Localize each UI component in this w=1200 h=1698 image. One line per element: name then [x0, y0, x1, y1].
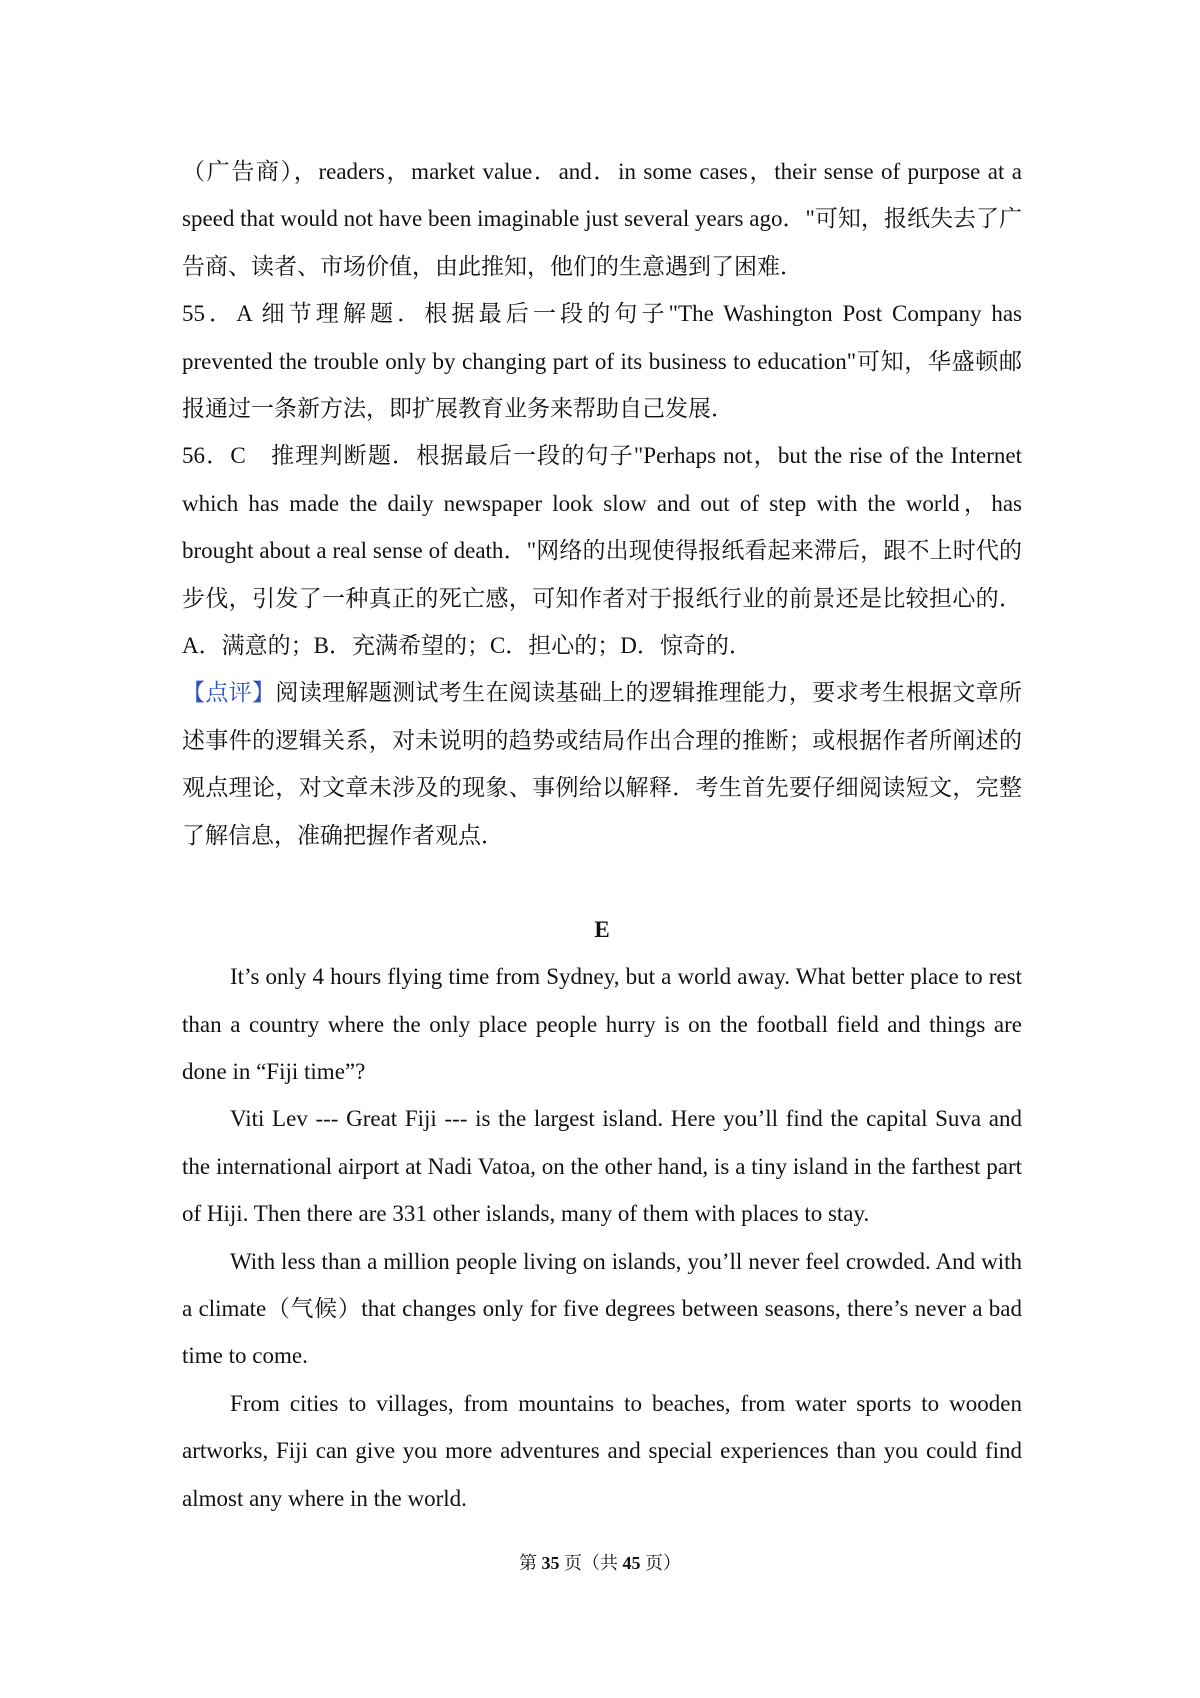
answer-55: 55．A 细节理解题．根据最后一段的句子"The Washington Post Company has prevented the trouble only by changing part of its business to education"可知，华盛顿邮报通过一条新方法，即扩展教育业务来帮助自己发展． [182, 301, 1022, 422]
section-spacer [182, 859, 1022, 906]
footer-page-number: 35 [541, 1553, 560, 1573]
passage-paragraph-2: Viti Lev --- Great Fiji --- is the largest island. Here you’ll find the capital Suva and the international airport at Nadi Vatoa, on the other hand, is a tiny island in the farthest part of Hiji. Then there are 331 other islands, many of them with places to stay. [182, 1106, 1022, 1227]
answer-53-continuation: （广告商），readers，market value．and．in some cases，their sense of purpose at a speed that would not have been imaginable just several years ago．"可知，报纸失去了广告商、读者、市场价值，由此推知，他们的生意遇到了困难． [182, 159, 1022, 279]
footer-middle: 页（共 [564, 1553, 618, 1573]
footer-suffix: 页） [645, 1553, 681, 1573]
passage-paragraph-1: It’s only 4 hours flying time from Sydney, but a world away. What better place to rest than a country where the only place people hurry is on the football field and things are done in “Fiji time”? [182, 964, 1022, 1084]
comment-text: 阅读理解题测试考生在阅读基础上的逻辑推理能力，要求考生根据文章所述事件的逻辑关系，对未说明的趋势或结局作出合理的推断；或根据作者所阐述的观点理论，对文章未涉及的现象、事例给以解释．考生首先要仔细阅读短文，完整了解信息，准确把握作者观点． [182, 680, 1023, 848]
page-content [182, 148, 1022, 1522]
footer-prefix: 第 [519, 1553, 537, 1573]
passage-paragraph-4: From cities to villages, from mountains to beaches, from water sports to wooden artworks, Fiji can give you more adventures and special experiences than you could find almost any where in the world. [182, 1390, 1022, 1511]
page-footer [0, 1551, 1200, 1575]
passage-paragraph-3: With less than a million people living on islands, you’ll never feel crowded. And with a climate（气候）that changes only for five degrees between seasons, there’s never a bad time to come. [182, 1248, 1022, 1369]
section-title: E [594, 917, 610, 943]
comment-tag: 【点评】 [182, 680, 276, 706]
answer-56: 56．C 推理判断题．根据最后一段的句子"Perhaps not，but the rise of the Internet which has made the daily newspaper look slow and out of step with the world，has brought about a real sense of death．"网络的出现使得报纸看起来滞后，跟不上时代的步伐，引发了一种真正的死亡感，可知作者对于报纸行业的前景还是比较担心的．A．满意的；B．充满希望的；C．担心的；D．惊奇的． [182, 443, 1022, 659]
footer-total-pages: 45 [622, 1553, 641, 1573]
comment-paragraph [182, 669, 1022, 859]
